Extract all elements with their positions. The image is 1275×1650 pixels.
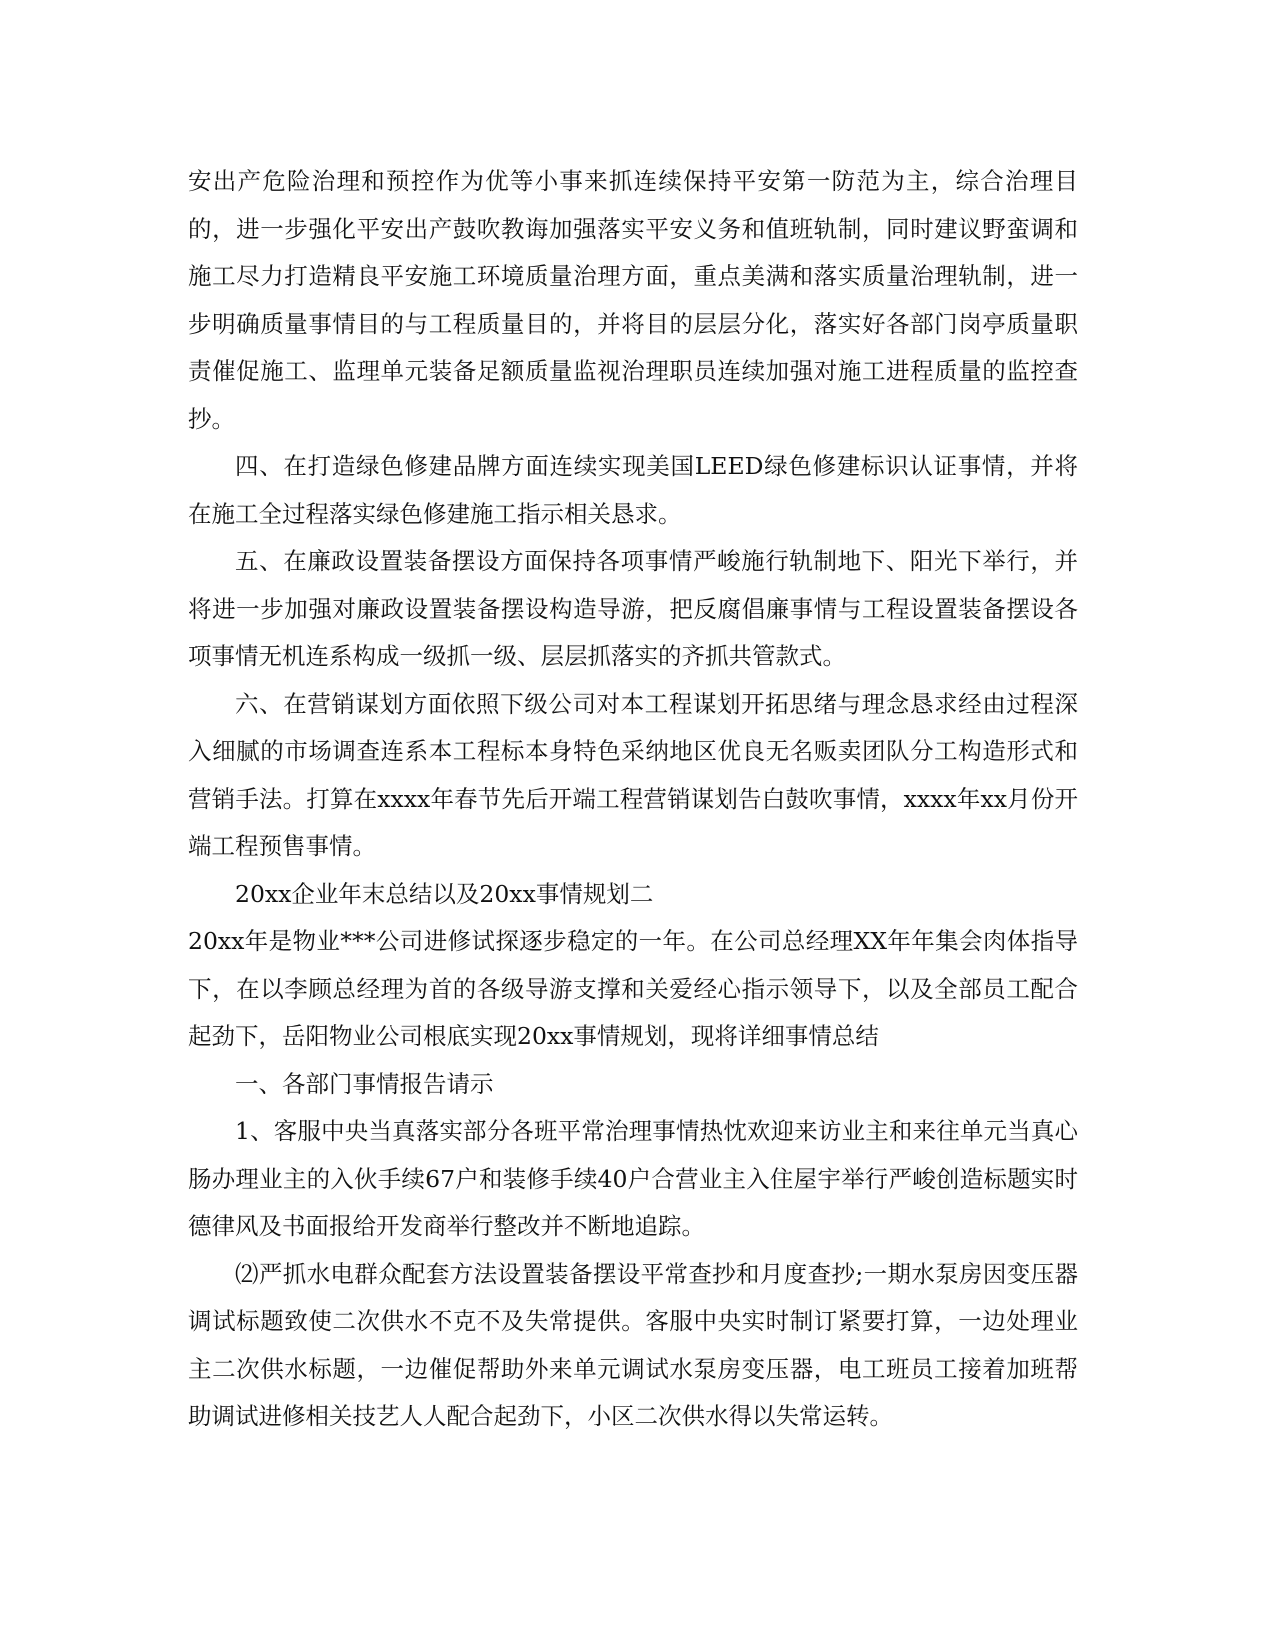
- paragraph-intro: 20xx年是物业***公司进修试探逐步稳定的一年。在公司总经理XX年年集会肉体指导下，在以李顾总经理为首的各级导游支撑和关爱经心指示领导下，以及全部员工配合起劲下，岳阳物业公司根底实现20xx事情规划，现将详细事情总结: [188, 927, 1078, 1050]
- paragraph-safety-quality: 安出产危险治理和预控作为优等小事来抓连续保持平安第一防范为主，综合治理目的，进一步强化平安出产鼓吹教诲加强落实平安义务和值班轨制，同时建议野蛮调和施工尽力打造精良平安施工环境质量治理方面，重点美满和落实质量治理轨制，进一步明确质量事情目的与工程质量目的，并将目的层层分化，落实好各部门岗亭质量职责催促施工、监理单元装备足额质量监视治理职员连续加强对施工进程质量的监控查抄。: [188, 167, 1078, 433]
- paragraph-customer-service: 1、客服中央当真落实部分各班平常治理事情热忱欢迎来访业主和来往单元当真心肠办理业主的入伙手续67户和装修手续40户合营业主入住屋宇举行严峻创造标题实时德律风及书面报给开发商举行整改并不断地追踪。: [188, 1117, 1078, 1240]
- paragraph-marketing: 六、在营销谋划方面依照下级公司对本工程谋划开拓思绪与理念恳求经由过程深入细腻的市场调查连系本工程标本身特色采纳地区优良无名贩卖团队分工构造形式和营销手法。打算在xxxx年春节先后开端工程营销谋划告白鼓吹事情，xxxx年xx月份开端工程预售事情。: [188, 689, 1078, 860]
- document-body: [188, 158, 1078, 1441]
- paragraph-green-building: 四、在打造绿色修建品牌方面连续实现美国LEED绿色修建标识认证事情，并将在施工全过程落实绿色修建施工指示相关恳求。: [188, 452, 1078, 528]
- section-heading-department-report: 一、各部门事情报告请示: [235, 1069, 494, 1098]
- section-heading-summary-two: 20xx企业年末总结以及20xx事情规划二: [235, 879, 654, 908]
- paragraph-integrity: 五、在廉政设置装备摆设方面保持各项事情严峻施行轨制地下、阳光下举行，并将进一步加强对廉政设置装备摆设构造导游，把反腐倡廉事情与工程设置装备摆设各项事情无机连系构成一级抓一级、层层抓落实的齐抓共管款式。: [188, 547, 1078, 670]
- paragraph-water-electric: ⑵严抓水电群众配套方法设置装备摆设平常查抄和月度查抄;一期水泵房因变压器调试标题致使二次供水不克不及失常提供。客服中央实时制订紧要打算，一边处理业主二次供水标题，一边催促帮助外来单元调试水泵房变压器，电工班员工接着加班帮助调试进修相关技艺人人配合起劲下，小区二次供水得以失常运转。: [188, 1259, 1078, 1430]
